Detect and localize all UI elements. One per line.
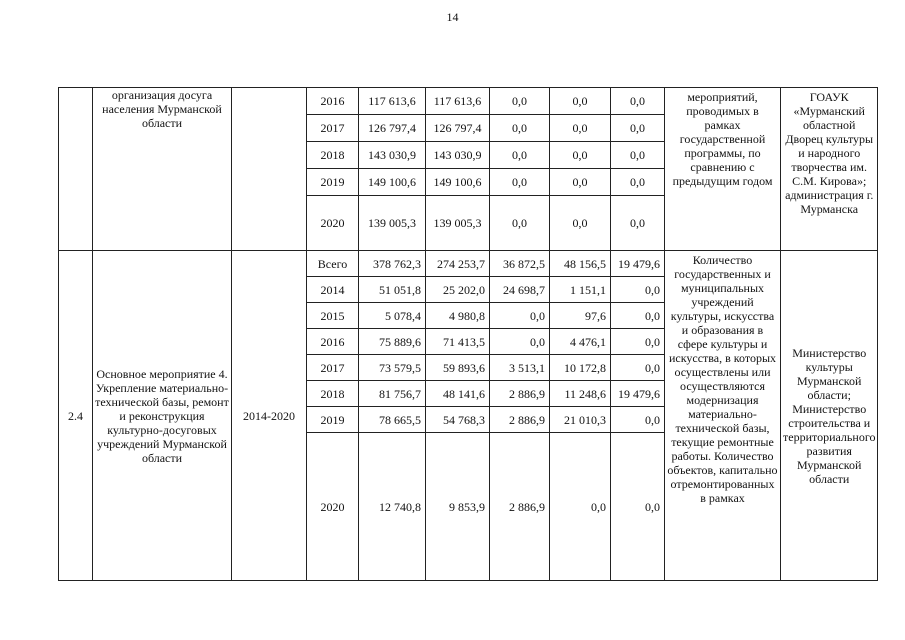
- federal-cell: 2 886,9: [490, 381, 550, 407]
- federal-cell: 0,0: [490, 142, 550, 169]
- federal-cell: 0,0: [490, 88, 550, 115]
- local-cell: 10 172,8: [550, 355, 611, 381]
- year-cell: 2018: [307, 142, 359, 169]
- total-cell: 378 762,3: [359, 251, 426, 277]
- year-cell: 2020: [307, 196, 359, 251]
- other-cell: 0,0: [611, 277, 665, 303]
- other-cell: 0,0: [611, 433, 665, 581]
- other-cell: 0,0: [611, 196, 665, 251]
- local-cell: 0,0: [550, 196, 611, 251]
- year-cell: 2019: [307, 407, 359, 433]
- federal-cell: 36 872,5: [490, 251, 550, 277]
- year-cell: 2016: [307, 88, 359, 115]
- regional-cell: 48 141,6: [426, 381, 490, 407]
- regional-cell: 54 768,3: [426, 407, 490, 433]
- section1-name: организация досуга населения Мурманской области: [93, 88, 232, 251]
- regional-cell: 4 980,8: [426, 303, 490, 329]
- year-cell: 2014: [307, 277, 359, 303]
- other-cell: 0,0: [611, 142, 665, 169]
- section2-name: Основное мероприятие 4. Укрепление материально-технической базы, ремонт и реконструкция культурно-досуговых учреждений Мурманской области: [93, 251, 232, 581]
- regional-cell: 59 893,6: [426, 355, 490, 381]
- total-cell: 78 665,5: [359, 407, 426, 433]
- federal-cell: 24 698,7: [490, 277, 550, 303]
- local-cell: 1 151,1: [550, 277, 611, 303]
- other-cell: 0,0: [611, 355, 665, 381]
- other-cell: 0,0: [611, 303, 665, 329]
- local-cell: 48 156,5: [550, 251, 611, 277]
- year-cell: 2017: [307, 115, 359, 142]
- federal-cell: 0,0: [490, 329, 550, 355]
- program-table: [58, 87, 878, 581]
- other-cell: 0,0: [611, 169, 665, 196]
- total-cell: 5 078,4: [359, 303, 426, 329]
- other-cell: 0,0: [611, 329, 665, 355]
- federal-cell: 0,0: [490, 303, 550, 329]
- regional-cell: 117 613,6: [426, 88, 490, 115]
- total-cell: 51 051,8: [359, 277, 426, 303]
- year-cell: 2020: [307, 433, 359, 581]
- regional-cell: 139 005,3: [426, 196, 490, 251]
- federal-cell: 0,0: [490, 169, 550, 196]
- other-cell: 19 479,6: [611, 381, 665, 407]
- total-cell: 143 030,9: [359, 142, 426, 169]
- section2-period: 2014-2020: [232, 251, 307, 581]
- local-cell: 0,0: [550, 88, 611, 115]
- other-cell: 0,0: [611, 88, 665, 115]
- year-cell: 2016: [307, 329, 359, 355]
- regional-cell: 9 853,9: [426, 433, 490, 581]
- regional-cell: 143 030,9: [426, 142, 490, 169]
- section1-period-cell: [232, 88, 307, 251]
- regional-cell: 274 253,7: [426, 251, 490, 277]
- total-cell: 139 005,3: [359, 196, 426, 251]
- total-cell: 117 613,6: [359, 88, 426, 115]
- section1-number-cell: [59, 88, 93, 251]
- federal-cell: 2 886,9: [490, 407, 550, 433]
- year-cell: 2019: [307, 169, 359, 196]
- other-cell: 19 479,6: [611, 251, 665, 277]
- section2-number: 2.4: [59, 251, 93, 581]
- local-cell: 11 248,6: [550, 381, 611, 407]
- regional-cell: 25 202,0: [426, 277, 490, 303]
- other-cell: 0,0: [611, 407, 665, 433]
- section1-indicator: мероприятий, проводимых в рамках государственной программы, по сравнению с предыдущим годом: [665, 88, 781, 251]
- regional-cell: 126 797,4: [426, 115, 490, 142]
- total-cell: 81 756,7: [359, 381, 426, 407]
- regional-cell: 71 413,5: [426, 329, 490, 355]
- total-cell: 149 100,6: [359, 169, 426, 196]
- section2-executor: Министерство культуры Мурманской области; Министерство строительства и территориального развития Мурманской области: [781, 251, 878, 581]
- year-cell: 2018: [307, 381, 359, 407]
- federal-cell: 2 886,9: [490, 433, 550, 581]
- section1-executor: ГОАУК «Мурманский областной Дворец культуры и народного творчества им. С.М. Кирова»; администрация г. Мурманска: [781, 88, 878, 251]
- year-cell: 2017: [307, 355, 359, 381]
- local-cell: 0,0: [550, 169, 611, 196]
- local-cell: 0,0: [550, 142, 611, 169]
- year-cell: Всего: [307, 251, 359, 277]
- local-cell: 4 476,1: [550, 329, 611, 355]
- regional-cell: 149 100,6: [426, 169, 490, 196]
- year-cell: 2015: [307, 303, 359, 329]
- table-row: [59, 251, 878, 277]
- total-cell: 126 797,4: [359, 115, 426, 142]
- federal-cell: 0,0: [490, 196, 550, 251]
- federal-cell: 3 513,1: [490, 355, 550, 381]
- local-cell: 0,0: [550, 115, 611, 142]
- local-cell: 97,6: [550, 303, 611, 329]
- other-cell: 0,0: [611, 115, 665, 142]
- federal-cell: 0,0: [490, 115, 550, 142]
- total-cell: 75 889,6: [359, 329, 426, 355]
- table-row: [59, 88, 878, 115]
- page-number: 14: [446, 10, 459, 24]
- total-cell: 12 740,8: [359, 433, 426, 581]
- total-cell: 73 579,5: [359, 355, 426, 381]
- local-cell: 21 010,3: [550, 407, 611, 433]
- local-cell: 0,0: [550, 433, 611, 581]
- section2-indicator: Количество государственных и муниципальных учреждений культуры, искусства и образования в сфере культуры и искусства, в которых осуществлены или осуществляются модернизация материально-технической базы, текущие ремонтные работы. Количество объектов, капитально отремонтированных в рамках: [665, 251, 781, 581]
